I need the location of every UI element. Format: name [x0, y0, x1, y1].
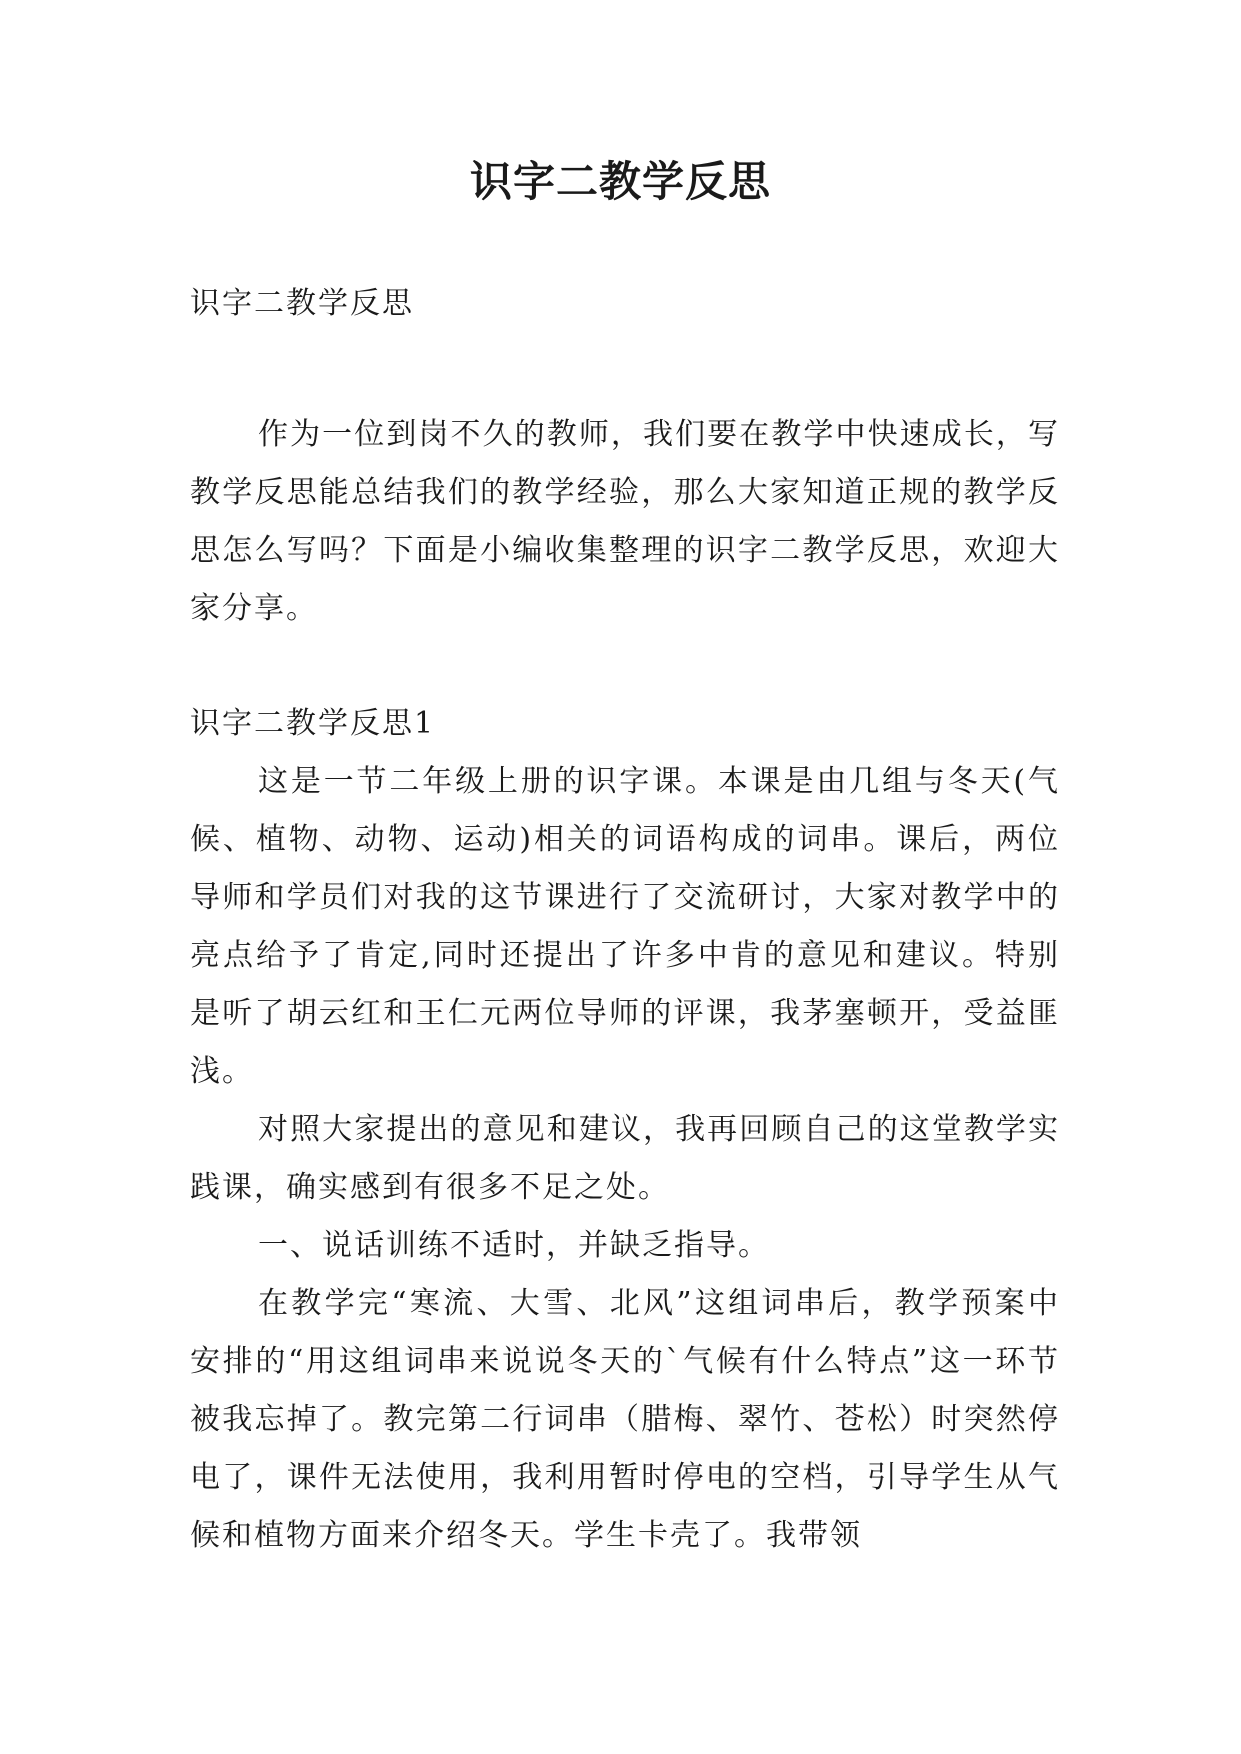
document-title: 识字二教学反思: [469, 157, 771, 206]
document-subtitle: 识字二教学反思: [190, 286, 414, 321]
body-paragraph: 一、说话训练不适时，并缺乏指导。: [258, 1228, 770, 1263]
body-paragraph: 对照大家提出的意见和建议，我再回顾自己的这堂教学实践课，确实感到有很多不足之处。: [190, 1112, 1060, 1205]
intro-paragraph: 作为一位到岗不久的教师，我们要在教学中快速成长，写教学反思能总结我们的教学经验，那么大家知道正规的教学反思怎么写吗？下面是小编收集整理的识字二教学反思，欢迎大家分享。: [190, 417, 1060, 626]
section-heading: 识字二教学反思1: [190, 706, 436, 741]
body-paragraph: 在教学完“寒流、大雪、北风”这组词串后，教学预案中安排的“用这组词串来说说冬天的`气候有什么特点”这一环节被我忘掉了。教完第二行词串（腊梅、翠竹、苍松）时突然停电了，课件无法使用，我利用暂时停电的空档，引导学生从气候和植物方面来介绍冬天。学生卡壳了。我带领: [190, 1286, 1060, 1553]
body-paragraph: 这是一节二年级上册的识字课。本课是由几组与冬天(气候、植物、动物、运动)相关的词语构成的词串。课后，两位导师和学员们对我的这节课进行了交流研讨，大家对教学中的亮点给予了肯定,同时还提出了许多中肯的意见和建议。特别是听了胡云红和王仁元两位导师的评课，我茅塞顿开，受益匪浅。: [190, 764, 1060, 1089]
section-1: [190, 695, 1060, 1565]
